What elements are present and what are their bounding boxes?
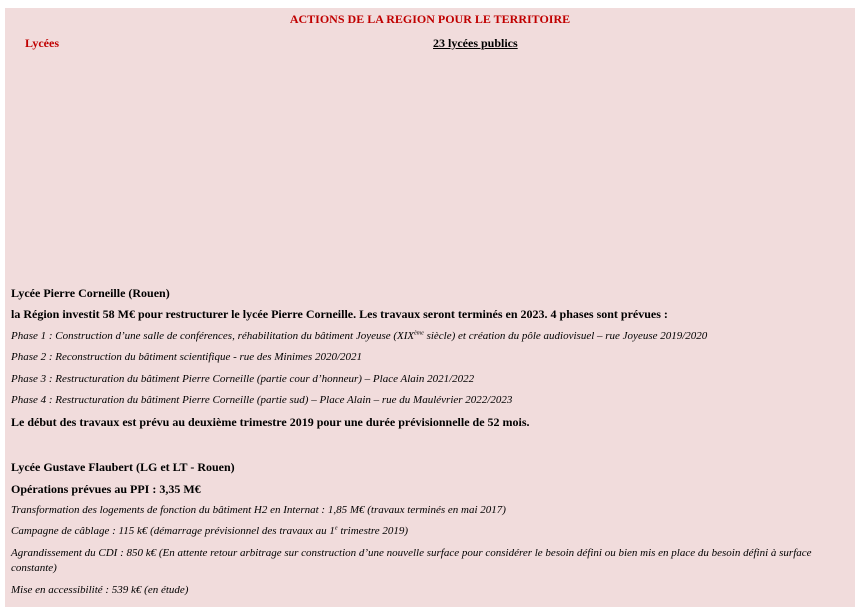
flaubert-heading: Lycée Gustave Flaubert (LG et LT - Rouen) (11, 460, 235, 474)
op-2-text-b: trimestre 2019) (337, 525, 409, 537)
op-2-text-a: Campagne de câblage : 115 k€ (démarrage prévisionnel des travaux au 1 (11, 525, 335, 537)
page-title: ACTIONS DE LA REGION POUR LE TERRITOIRE (289, 12, 571, 26)
flaubert-op-3: Agrandissement du CDI : 850 k€ (En attente retour arbitrage sur construction d’une nouvelle surface pour considérer le besoin défini ou bien mis en place du besoin défini à surface constante) (11, 547, 812, 574)
phase-1-superscript: ème (414, 330, 424, 337)
flaubert-op-4: Mise en accessibilité : 539 k€ (en étude) (11, 584, 189, 596)
corneille-conclusion: Le début des travaux est prévu au deuxième trimestre 2019 pour une durée prévisionnelle de 52 mois. (11, 415, 530, 429)
corneille-phase-2: Phase 2 : Reconstruction du bâtiment scientifique - rue des Minimes 2020/2021 (11, 351, 363, 363)
document-page (5, 8, 855, 607)
corneille-phase-3: Phase 3 : Restructuration du bâtiment Pierre Corneille (partie cour d’honneur) – Place Alain 2021/2022 (11, 373, 475, 385)
op-2-superscript: e (334, 525, 338, 532)
lycees-count: 23 lycées publics (433, 36, 518, 50)
corneille-heading: Lycée Pierre Corneille (Rouen) (11, 286, 170, 300)
flaubert-op-2 (11, 525, 408, 537)
phase-1-text-b: siècle) et création du pôle audiovisuel – rue Joyeuse 2019/2020 (423, 330, 708, 342)
corneille-phase-4: Phase 4 : Restructuration du bâtiment Pierre Corneille (partie sud) – Place Alain – rue du Maulévrier 2022/2023 (11, 394, 513, 406)
lycees-label: Lycées (25, 36, 59, 50)
corneille-phase-1 (11, 330, 707, 342)
phase-1-text-a: Phase 1 : Construction d’une salle de conférences, réhabilitation du bâtiment Joyeuse (XIX (11, 330, 415, 342)
corneille-intro: la Région investit 58 M€ pour restructurer le lycée Pierre Corneille. Les travaux seront terminés en 2023. 4 phases sont prévues : (11, 307, 668, 321)
flaubert-op-1: Transformation des logements de fonction du bâtiment H2 en Internat : 1,85 M€ (travaux terminés en mai 2017) (11, 504, 506, 516)
flaubert-ppi: Opérations prévues au PPI : 3,35 M€ (11, 482, 201, 496)
